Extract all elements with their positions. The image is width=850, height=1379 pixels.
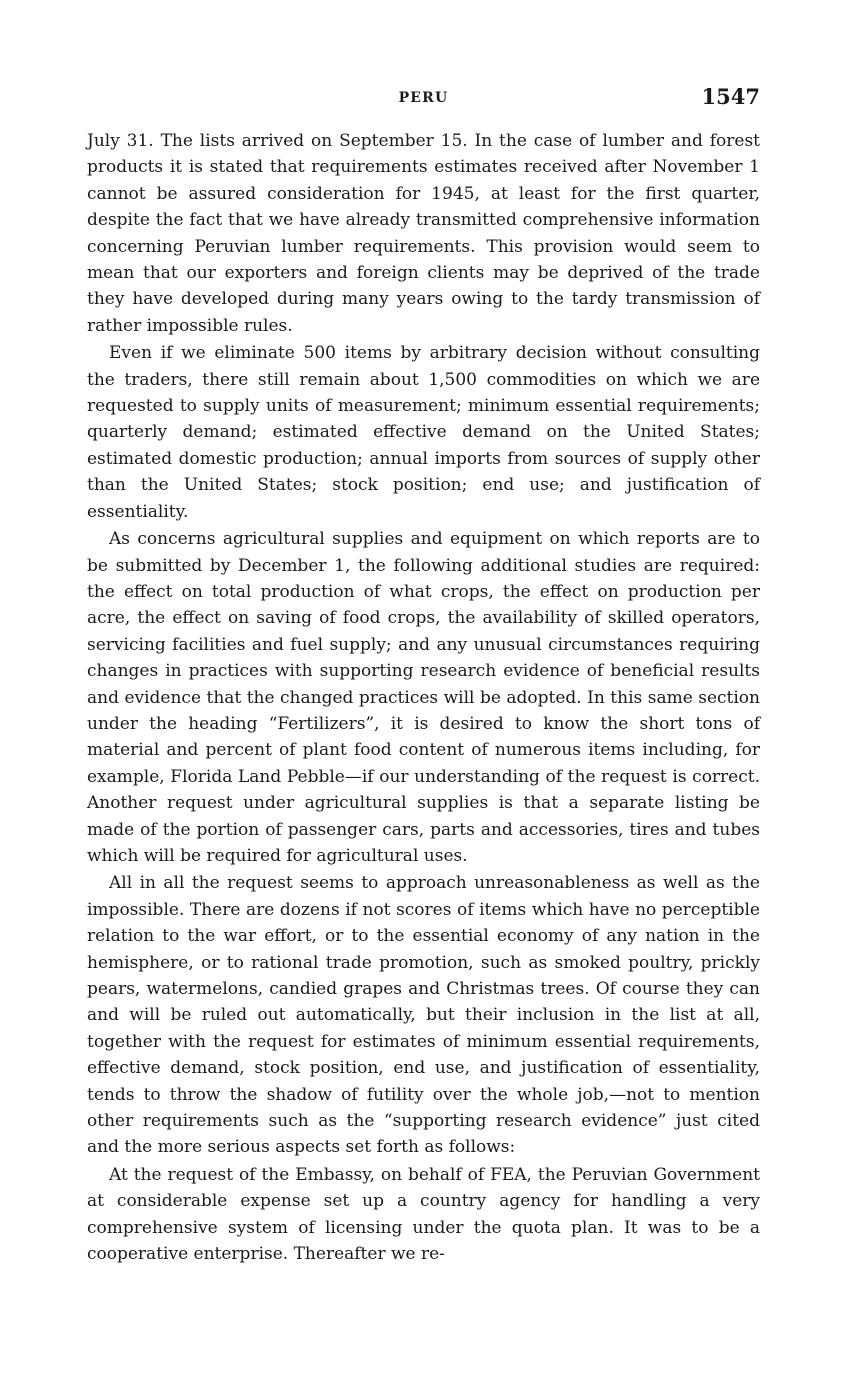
paragraph-2: Even if we eliminate 500 items by arbitrary decision without consulting the traders, there still remain about 1,500 commodities on which we are requested to supply units of measurement; minimum essential requirements; quarterly demand; estimated effective demand on the United States; estimated domestic production; annual imports from sources of supply other than the United States; stock position; end use; and justification of essentiality. [87, 343, 760, 522]
running-head [87, 84, 760, 114]
paragraph-1: July 31. The lists arrived on September 15. In the case of lumber and forest products it is stated that requirements estimates received after November 1 cannot be assured consideration for 1945, at least for the first quarter, despite the fact that we have already transmitted comprehensive information concerning Peruvian lumber requirements. This provision would seem to mean that our exporters and foreign clients may be deprived of the trade they have developed during many years owing to the tardy transmission of rather impossible rules. [87, 131, 760, 336]
paragraph-3: As concerns agricultural supplies and equipment on which reports are to be submitted by December 1, the following additional studies are required: the effect on total production of what crops, the effect on production per acre, the effect on saving of food crops, the availability of skilled operators, servicing facilities and fuel supply; and any unusual circumstances requiring changes in practices with supporting research evidence of beneficial results and evidence that the changed practices will be adopted. In this same section under the heading “Fertilizers”, it is desired to know the short tons of material and percent of plant food content of numerous items including, for example, Florida Land Pebble—if our understanding of the request is correct. Another request under agricultural supplies is that a separate listing be made of the portion of passenger cars, parts and accessories, tires and tubes which will be required for agricultural uses. [87, 529, 760, 866]
running-title: PERU [398, 90, 449, 106]
paragraph-4: All in all the request seems to approach unreasonableness as well as the impossible. There are dozens if not scores of items which have no perceptible relation to the war effort, or to the essential economy of any nation in the hemisphere, or to rational trade promotion, such as smoked poultry, prickly pears, watermelons, candied grapes and Christmas trees. Of course they can and will be ruled out automatically, but their inclusion in the list at all, together with the request for estimates of minimum essential requirements, effective demand, stock position, end use, and justification of essentiality, tends to throw the shadow of futility over the whole job,—not to mention other requirements such as the “supporting research evidence” just cited and the more serious aspects set forth as follows: [87, 873, 760, 1158]
page-number: 1547 [701, 84, 760, 109]
paragraph-5: At the request of the Embassy, on behalf of FEA, the Peruvian Government at considerable expense set up a country agency for handling a very comprehensive system of licensing under the quota plan. It was to be a cooperative enterprise. Thereafter we re- [87, 1164, 760, 1265]
body-text [87, 128, 760, 1268]
